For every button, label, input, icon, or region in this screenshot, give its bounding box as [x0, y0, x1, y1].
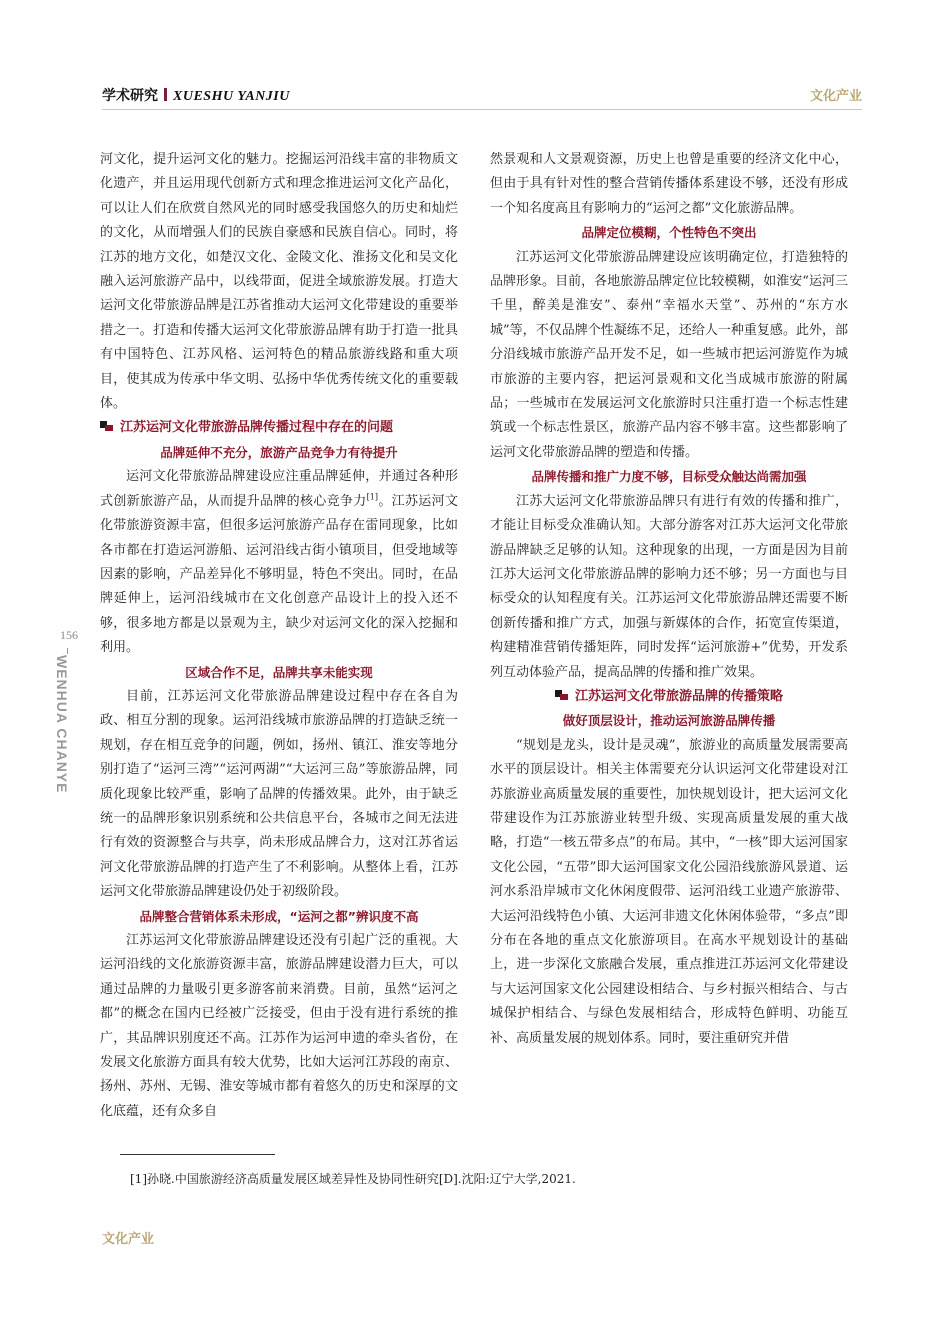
right-column	[490, 148, 848, 1051]
section-label-en: XUESHU YANJIU	[173, 89, 290, 104]
subsection-heading: 区域合作不足，品牌共享未能实现	[185, 664, 373, 680]
section-heading: 江苏运河文化带旅游品牌的传播策略	[490, 685, 848, 709]
subsection-heading: 品牌整合营销体系未形成，“运河之都”辨识度不高	[139, 908, 419, 924]
citation-ref: [1]	[366, 492, 378, 502]
paragraph: 运河文化带旅游品牌建设应注重品牌延伸，并通过各种形式创新旅游产品，从而提升品牌的核心竞争力[1]。江苏运河文化带旅游资源丰富，但很多运河旅游产品存在雷同现象，比如各市都在打造运河游船、运河沿线古街小镇项目，但受地域等因素的影响，产品差异化不够明显，特色不突出。同时，在品牌延伸上，运河沿线城市在文化创意产品设计上的投入还不够，很多地方都是以景观为主，缺少对运河文化的深入挖掘和利用。	[100, 469, 458, 656]
paragraph: 河文化，提升运河文化的魅力。挖掘运河沿线丰富的非物质文化遗产，并且运用现代创新方式和理念推进运河文化产品化，可以让人们在欣赏自然风光的同时感受我国悠久的历史和灿烂的文化，从而增强人们的民族自豪感和民族自信心。同时，将江苏的地方文化，如楚汉文化、金陵文化、淮扬文化和吴文化融入运河旅游产品中，以线带面，促进全域旅游发展。打造大运河文化带旅游品牌是江苏省推动大运河文化带建设的重要举措之一。打造和传播大运河文化带旅游品牌有助于打造一批具有中国特色、江苏风格、运河特色的精品旅游线路和重大项目，使其成为传承中华文明、弘扬中华优秀传统文化的重要载体。	[100, 152, 458, 412]
paragraph: 目前，江苏运河文化带旅游品牌建设过程中存在各自为政、相互分割的现象。运河沿线城市旅游品牌的打造缺乏统一规划，存在相互竞争的问题，例如，扬州、镇江、淮安等地分别打造了“运河三湾”“运河两湖”“大运河三岛”等旅游品牌，同质化现象比较严重，影响了品牌的传播效果。此外，由于缺乏统一的品牌形象识别系统和公共信息平台，各城市之间无法进行有效的资源整合与共享，尚未形成品牌合力，这对江苏省运河文化带旅游品牌的打造产生了不利影响。从整体上看，江苏运河文化带旅游品牌建设仍处于初级阶段。	[100, 688, 458, 900]
section-marker-icon	[555, 690, 569, 700]
side-divider	[67, 648, 68, 654]
subsection-heading: 品牌定位模糊，个性特色不突出	[581, 225, 757, 241]
paragraph: “规划是龙头，设计是灵魂”，旅游业的高质量发展需要高水平的顶层设计。相关主体需要充分认识运河文化带建设对江苏旅游业高质量发展的重要性，加快规划设计，把大运河文化带建设作为江苏旅游业转型升级、实现高质量发展的重大战略，打造“一核五带多点”的布局。其中，“一核”即大运河国家文化公园，“五带”即大运河国家文化公园沿线旅游风景道、运河水系沿岸城市文化休闲度假带、运河沿线工业遗产旅游带、大运河沿线特色小镇、大运河非遗文化休闲体验带，“多点”即分布在各地的重点文化旅游项目。在高水平规划设计的基础上，进一步深化文旅融合发展，重点推进江苏运河文化带建设与大运河国家文化公园建设相结合、与乡村振兴相结合、与古城保护相结合、与绿色发展相结合，形成特色鲜明、功能互补、高质量发展的规划体系。同时，要注重研究并借	[490, 737, 848, 1046]
subsection-heading: 品牌延伸不充分，旅游产品竞争力有待提升	[160, 444, 398, 460]
header-divider-bar	[164, 88, 167, 101]
page-number: 156	[60, 628, 78, 642]
paragraph: 江苏大运河文化带旅游品牌只有进行有效的传播和推广，才能让目标受众准确认知。大部分游客对江苏大运河文化带旅游品牌缺乏足够的认知。这种现象的出现，一方面是因为目前江苏大运河文化带旅游品牌的影响力还不够；另一方面也与目标受众的认知程度有关。江苏运河文化带旅游品牌还需要不断创新传播和推广方式，加强与新媒体的合作，拓宽宣传渠道，构建精准营销传播矩阵，同时发挥“运河旅游+”优势，开发系列互动体验产品，提高品牌的传播和推广效果。	[490, 493, 848, 680]
paragraph: 江苏运河文化带旅游品牌建设应该明确定位，打造独特的品牌形象。目前，各地旅游品牌定位比较模糊，如淮安“运河三千里，醉美是淮安”、泰州“幸福水天堂”、苏州的“东方水城”等，不仅品牌个性凝练不足，还给人一种重复感。此外，部分沿线城市旅游产品开发不足，如一些城市把运河游览作为城市旅游的主要内容，把运河景观和文化当成城市旅游的附属品；一些城市在发展运河文化旅游时只注重打造一个标志性建筑或一个标志性景区，旅游产品内容不够丰富。这些都影响了运河文化带旅游品牌的塑造和传播。	[490, 249, 848, 460]
journal-name-header: 文化产业	[809, 89, 862, 104]
paragraph: 江苏运河文化带旅游品牌建设还没有引起广泛的重视。大运河沿线的文化旅游资源丰富，旅游品牌建设潜力巨大，可以通过品牌的力量吸引更多游客前来消费。目前，虽然“运河之都”的概念在国内已经被广泛接受，但由于没有进行系统的推广，其品牌识别度还不高。江苏作为运河申遗的牵头省份，在发展文化旅游方面具有较大优势，比如大运河江苏段的南京、扬州、苏州、无锡、淮安等城市都有着悠久的历史和深厚的文化底蕴，还有众多自	[100, 933, 458, 1119]
left-column	[100, 148, 458, 1124]
subsection-heading: 做好顶层设计，推动运河旅游品牌传播	[562, 713, 776, 729]
running-header	[102, 85, 290, 105]
journal-name-footer: 文化产业	[102, 1232, 155, 1247]
side-journal-vertical: WENHUA CHANYE	[54, 655, 70, 794]
paragraph: 然景观和人文景观资源，历史上也曾是重要的经济文化中心，但由于具有针对性的整合营销传播体系建设不够，还没有形成一个知名度高且有影响力的“运河之都”文化旅游品牌。	[490, 152, 848, 216]
footnote: [1]孙晓.中国旅游经济高质量发展区域差异性及协同性研究[D].沈阳:辽宁大学,2021.	[130, 1172, 576, 1186]
subsection-heading: 品牌传播和推广力度不够，目标受众触达尚需加强	[531, 469, 807, 485]
section-heading: 江苏运河文化带旅游品牌传播过程中存在的问题	[100, 416, 458, 440]
footnote-rule	[120, 1154, 275, 1155]
section-marker-icon	[100, 421, 114, 431]
header-rule	[102, 109, 862, 110]
section-label-cn: 学术研究	[102, 88, 158, 104]
